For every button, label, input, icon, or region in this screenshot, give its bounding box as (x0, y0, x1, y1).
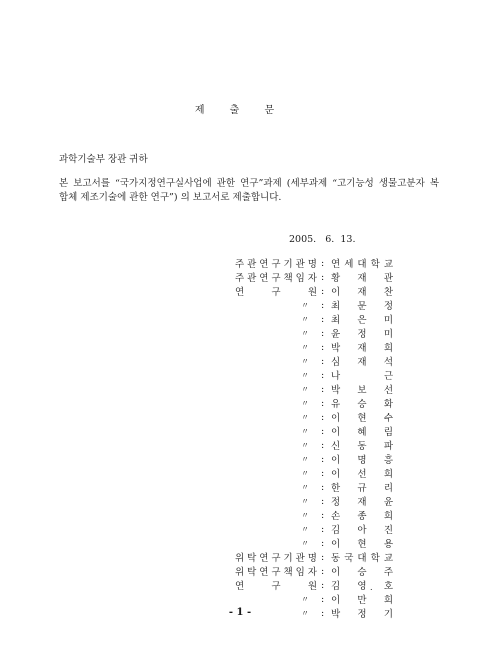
ditto-mark: 〃 (301, 594, 309, 604)
body-line: 합체 제조기술에 관한 연구”) 의 보고서로 제출합니다. (59, 192, 282, 203)
colon: : (321, 607, 325, 619)
member-name: 김 아 진 (331, 525, 393, 536)
member-row (235, 522, 393, 536)
member-name: 이 선 희 (331, 469, 393, 480)
ditto-mark: 〃 (301, 300, 309, 310)
member-name: 이 현 수 (331, 413, 393, 424)
member-role: 주 관 연 구 기 관 명 (235, 259, 317, 270)
member-row (235, 368, 393, 382)
ditto-mark: 〃 (301, 370, 309, 380)
page-number: - 1 - (228, 607, 252, 618)
ditto-mark: 〃 (301, 426, 309, 436)
colon: : (321, 537, 325, 549)
submission-date: 2005. 6. 13. (289, 234, 356, 245)
member-row (235, 480, 393, 494)
member-row (235, 508, 393, 522)
member-name: 박 보 선 (331, 385, 393, 396)
member-row (235, 312, 393, 326)
colon: : (321, 397, 325, 409)
colon: : (321, 299, 325, 311)
member-name: 박 재 희 (331, 343, 393, 354)
ditto-mark: 〃 (301, 608, 309, 618)
member-name: 신 동 파 (331, 441, 393, 452)
ditto-mark: 〃 (301, 342, 309, 352)
member-role: 위 탁 연 구 책 임 자 (235, 567, 317, 578)
member-row (235, 382, 393, 396)
member-role: 주 관 연 구 책 임 자 (235, 273, 317, 284)
colon: : (321, 285, 325, 297)
member-name: 황 재 관 (331, 273, 393, 284)
ditto-mark: 〃 (301, 384, 309, 394)
member-name: 이 승 주 (331, 567, 393, 578)
ditto-mark: 〃 (301, 538, 309, 548)
member-row (235, 340, 393, 354)
colon: : (321, 341, 325, 353)
colon: : (321, 593, 325, 605)
ditto-mark: 〃 (301, 496, 309, 506)
colon: : (321, 467, 325, 479)
ditto-mark: 〃 (301, 482, 309, 492)
member-name: 이 명 흥 (331, 455, 393, 466)
ditto-mark: 〃 (301, 398, 309, 408)
addressee: 과학기술부 장관 귀하 (59, 154, 148, 165)
member-row (235, 564, 393, 578)
member-row (235, 536, 393, 550)
colon: : (321, 551, 325, 563)
member-name: 최 은 미 (331, 315, 393, 326)
ditto-mark: 〃 (301, 314, 309, 324)
colon: : (321, 383, 325, 395)
member-row (235, 494, 393, 508)
member-row (235, 298, 393, 312)
ditto-mark: 〃 (301, 440, 309, 450)
ditto-mark: 〃 (301, 356, 309, 366)
member-name: 연 세 대 학 교 (331, 259, 393, 270)
member-row (235, 438, 393, 452)
ditto-mark: 〃 (301, 468, 309, 478)
page-title: 제 출 문 (194, 105, 286, 116)
ditto-mark: 〃 (301, 510, 309, 520)
member-row (235, 354, 393, 368)
colon: : (321, 313, 325, 325)
member-row (235, 452, 393, 466)
colon: : (321, 481, 325, 493)
ditto-mark: 〃 (301, 328, 309, 338)
colon: : (321, 509, 325, 521)
colon: : (321, 327, 325, 339)
member-name: 이 재 찬 (331, 287, 393, 298)
member-name: 윤 정 미 (331, 329, 393, 340)
member-row (235, 424, 393, 438)
member-row (235, 270, 393, 284)
member-row (235, 326, 393, 340)
member-row (235, 284, 393, 298)
colon: : (321, 355, 325, 367)
member-row (235, 550, 393, 564)
colon: : (321, 453, 325, 465)
member-name: 나 근 (331, 371, 393, 382)
colon: : (321, 439, 325, 451)
member-row (235, 410, 393, 424)
member-list (235, 256, 393, 620)
member-row (235, 256, 393, 270)
colon: : (321, 257, 325, 269)
member-row (235, 466, 393, 480)
ditto-mark: 〃 (301, 524, 309, 534)
member-row (235, 592, 393, 606)
member-name: 이 만 희 (331, 595, 393, 606)
member-name: 이 현 용 (331, 539, 393, 550)
member-role: 위 탁 연 구 기 관 명 (235, 553, 317, 564)
member-name: 손 종 희 (331, 511, 393, 522)
colon: : (321, 495, 325, 507)
member-role: 연 구 원 (235, 287, 317, 298)
member-name: 박 정 기 (331, 609, 393, 620)
body-paragraph (59, 177, 439, 205)
colon: : (321, 369, 325, 381)
member-name: 동 국 대 학 교 (331, 553, 393, 564)
colon: : (321, 565, 325, 577)
member-name: 유 승 화 (331, 399, 393, 410)
colon: : (321, 579, 325, 591)
member-name: 정 재 윤 (331, 497, 393, 508)
member-role: 연 구 원 (235, 581, 317, 592)
colon: : (321, 523, 325, 535)
ditto-mark: 〃 (301, 454, 309, 464)
ditto-mark: 〃 (301, 412, 309, 422)
member-row (235, 396, 393, 410)
member-name: 최 문 정 (331, 301, 393, 312)
member-name: 한 규 리 (331, 483, 393, 494)
colon: : (321, 425, 325, 437)
member-name: 이 혜 림 (331, 427, 393, 438)
body-line: 본 보고서를 “국가지정연구실사업에 관한 연구”과제 (세부과제 “고기능성 생물고분자 복 (59, 178, 439, 189)
colon: : (321, 271, 325, 283)
member-name: 심 재 석 (331, 357, 393, 368)
member-name: 김 영 호 (331, 581, 393, 592)
colon: : (321, 411, 325, 423)
trailing-dot: . (370, 583, 373, 592)
